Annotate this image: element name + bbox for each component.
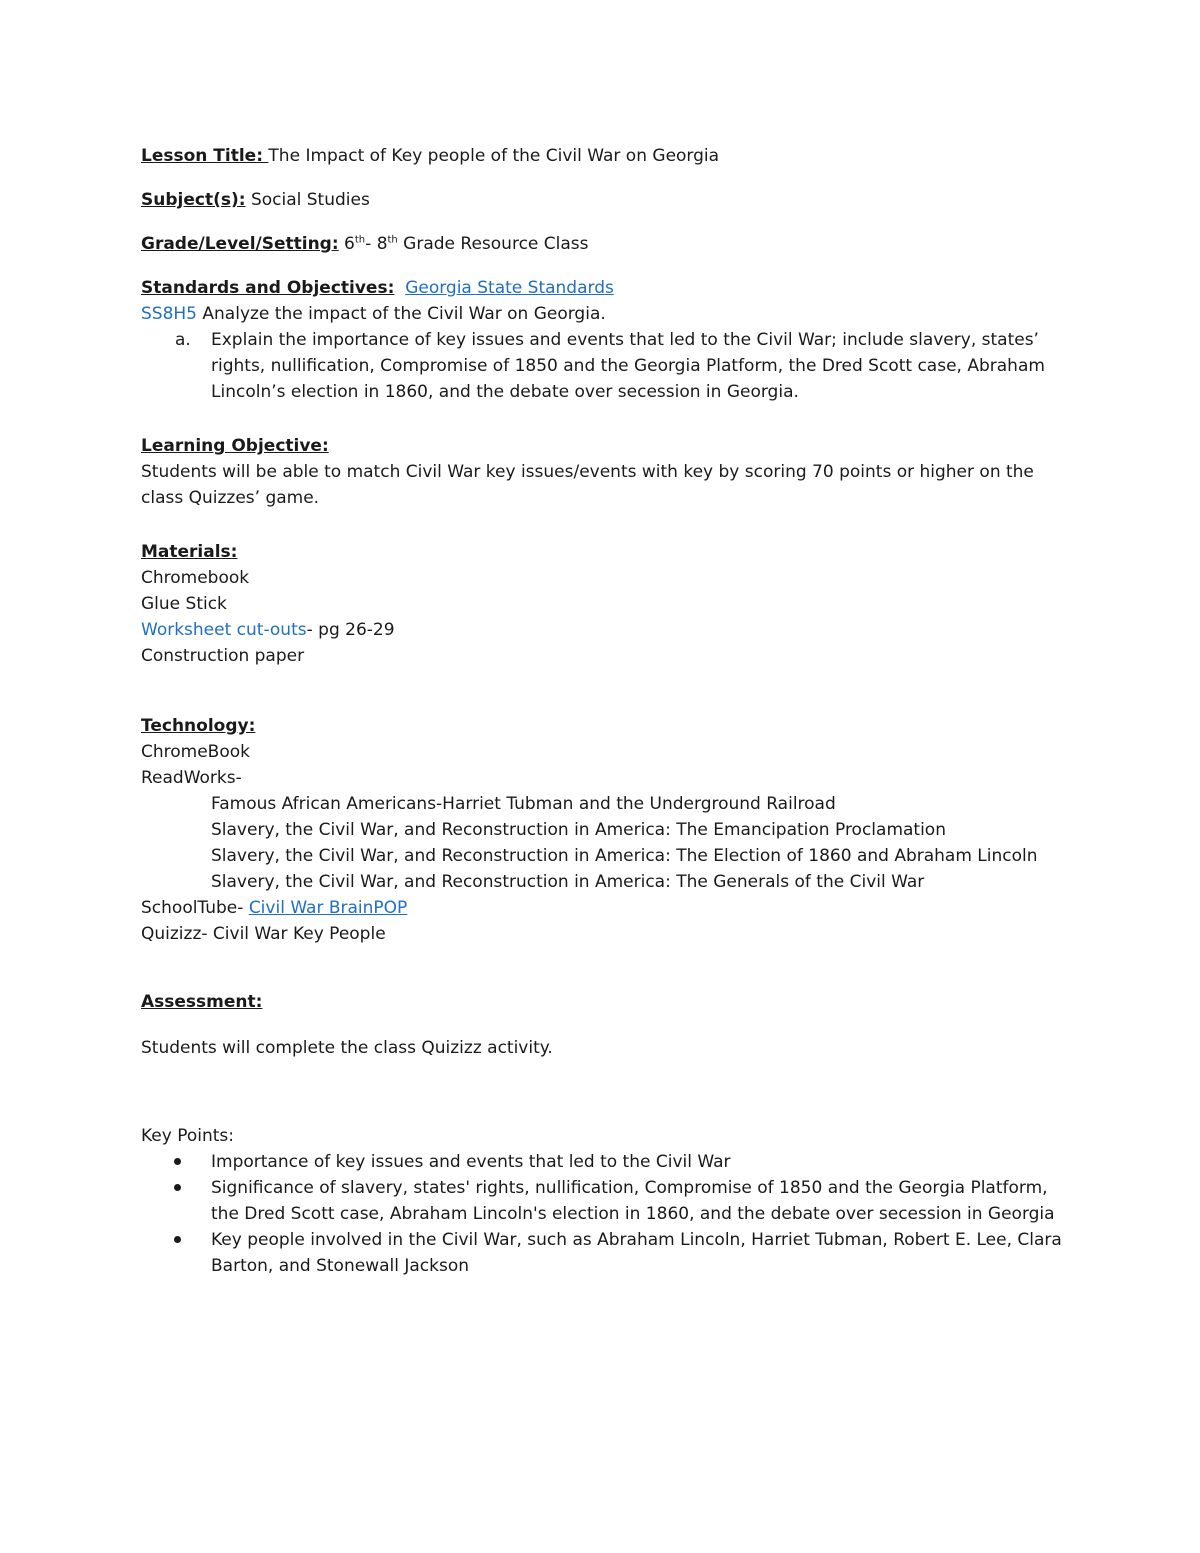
technology-heading-row <box>141 713 1071 739</box>
assessment-label: Assessment: <box>141 992 263 1012</box>
learning-objective-heading-row <box>141 433 1071 459</box>
readworks-item: Famous African Americans-Harriet Tubman and the Underground Railroad <box>211 794 836 814</box>
subjects-value: Social Studies <box>245 190 370 210</box>
learning-objective-label: Learning Objective: <box>141 436 329 456</box>
standard-item-text: Explain the importance of key issues and events that led to the Civil War; include slavery, states’ rights, nullification, Compromise of 1850 and the Georgia Platform, the Dred Scott case, Abraham Lincoln’s election in 1860, and the debate over secession in Georgia. <box>211 330 1045 402</box>
subjects-label: Subject(s): <box>141 190 246 210</box>
materials-item: Chromebook <box>141 568 250 588</box>
key-point-text: Importance of key issues and events that led to the Civil War <box>211 1152 731 1172</box>
assessment-heading-row <box>141 989 1071 1015</box>
standard-code[interactable]: SS8H5 <box>141 304 197 324</box>
standard-item-marker: a. <box>175 330 191 350</box>
lesson-title-value: The Impact of Key people of the Civil War on Georgia <box>268 146 720 166</box>
worksheet-link[interactable]: Worksheet cut-outs <box>141 620 307 640</box>
schooltube-row <box>141 895 1071 921</box>
key-point-item <box>141 1227 1071 1279</box>
materials-item: Glue Stick <box>141 594 227 614</box>
lesson-plan-document <box>141 143 1071 1279</box>
key-points-label: Key Points: <box>141 1126 235 1146</box>
readworks-item: Slavery, the Civil War, and Reconstruction in America: The Emancipation Proclamation <box>211 820 946 840</box>
technology-quizizz: Quizizz- Civil War Key People <box>141 924 386 944</box>
bullet-icon <box>174 1236 181 1243</box>
key-point-item <box>141 1175 1071 1227</box>
bullet-icon <box>174 1158 181 1165</box>
learning-objective-text: Students will be able to match Civil War key issues/events with key by scoring 70 points or higher on the class Quizzes’ game. <box>141 462 1034 508</box>
subjects-row <box>141 187 1071 213</box>
grade-sup-1: th <box>354 234 366 246</box>
lesson-title-label: Lesson Title: <box>141 146 264 166</box>
technology-readworks: ReadWorks- <box>141 768 242 788</box>
standards-row <box>141 275 1071 301</box>
standard-code-text: Analyze the impact of the Civil War on Georgia. <box>197 304 606 324</box>
lesson-title-row <box>141 143 1071 169</box>
bullet-icon <box>174 1184 181 1191</box>
schooltube-label: SchoolTube- <box>141 898 249 918</box>
standard-item <box>141 327 1071 405</box>
standards-label: Standards and Objectives: <box>141 278 395 298</box>
materials-item: Construction paper <box>141 646 305 666</box>
grade-sup-2: th <box>387 234 398 246</box>
materials-worksheet-row <box>141 617 1071 643</box>
worksheet-pages: - pg 26-29 <box>306 620 395 640</box>
technology-chromebook: ChromeBook <box>141 742 250 762</box>
georgia-standards-link[interactable]: Georgia State Standards <box>405 278 614 298</box>
technology-label: Technology: <box>141 716 256 736</box>
grade-row <box>141 231 1071 257</box>
readworks-item: Slavery, the Civil War, and Reconstruction in America: The Generals of the Civil War <box>211 872 925 892</box>
key-point-item <box>141 1149 1071 1175</box>
readworks-item: Slavery, the Civil War, and Reconstruction in America: The Election of 1860 and Abraham Lincoln <box>211 846 1038 866</box>
key-point-text: Significance of slavery, states' rights, nullification, Compromise of 1850 and the Georgia Platform, the Dred Scott case, Abraham Lincoln's election in 1860, and the debate over secession in Georgia <box>211 1178 1055 1224</box>
materials-label: Materials: <box>141 542 238 562</box>
brainpop-link[interactable]: Civil War BrainPOP <box>248 898 408 918</box>
grade-start: 6 <box>338 234 355 254</box>
grade-dash: - 8 <box>365 234 388 254</box>
grade-label: Grade/Level/Setting: <box>141 234 339 254</box>
key-point-text: Key people involved in the Civil War, such as Abraham Lincoln, Harriet Tubman, Robert E. Lee, Clara Barton, and Stonewall Jackson <box>211 1230 1062 1276</box>
grade-rest: Grade Resource Class <box>397 234 589 254</box>
standard-code-row <box>141 301 1071 327</box>
assessment-text: Students will complete the class Quizizz activity. <box>141 1038 553 1058</box>
materials-heading-row <box>141 539 1071 565</box>
